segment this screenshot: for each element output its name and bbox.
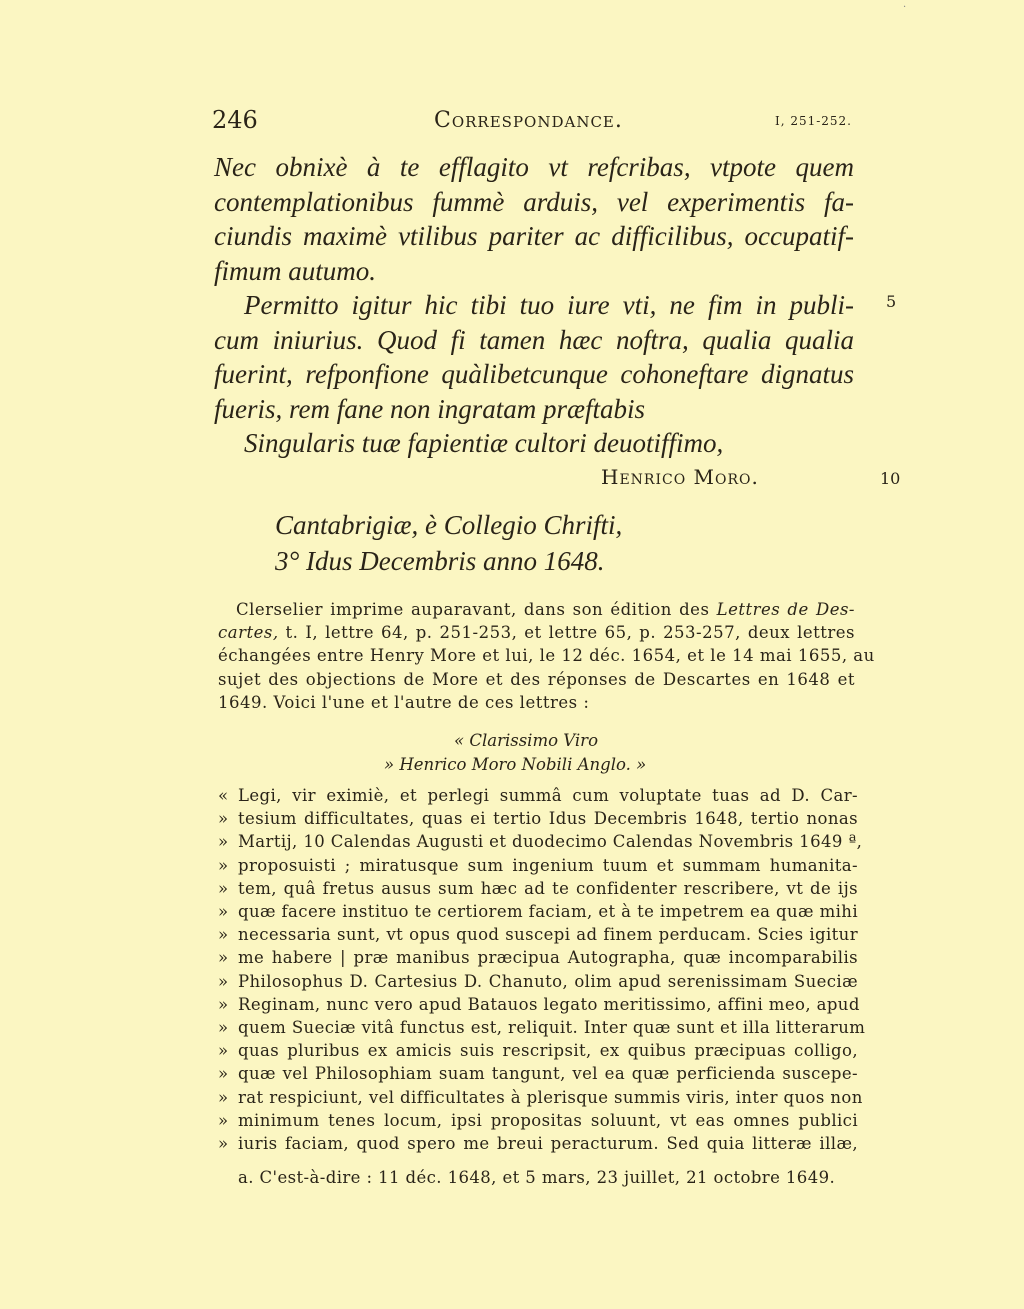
quote-mark: » bbox=[218, 1110, 229, 1130]
quote-mark: » bbox=[218, 832, 229, 852]
quote-line bbox=[218, 993, 858, 1016]
note-text: t. I, lettre 64, p. 251-253, et lettre 65, p. 253-257, deux lettres bbox=[278, 623, 855, 643]
quote-mark: » bbox=[218, 1041, 229, 1061]
editor-note bbox=[218, 598, 875, 714]
latin-paragraph-2 bbox=[214, 288, 854, 426]
quote-text: minimum tenes locum, ipsi propositas soluunt, vt eas omnes publici bbox=[238, 1110, 858, 1130]
quote-line bbox=[218, 854, 858, 877]
quote-text: proposuisti ; miratusque sum ingenium tuum et summam humanita- bbox=[238, 855, 858, 875]
quote-line bbox=[218, 1062, 858, 1085]
quote-mark: » bbox=[218, 1134, 229, 1154]
quote-text: necessaria sunt, vt opus quod suscepi ad finem perducam. Scies igitur bbox=[238, 925, 858, 945]
quote-text: quæ vel Philosophiam suam tangunt, vel ea quæ perficienda suscepe- bbox=[238, 1064, 858, 1084]
quote-line bbox=[218, 877, 858, 900]
quote-mark: » bbox=[218, 855, 229, 875]
book-title: cartes, bbox=[218, 623, 279, 643]
speck: · bbox=[903, 2, 907, 13]
margin-line-number-5: 5 bbox=[886, 292, 897, 311]
quote-line bbox=[218, 1039, 858, 1062]
quote-text: me habere | præ manibus præcipua Autographa, quæ incomparabilis bbox=[238, 948, 858, 968]
quote-text: quas pluribus ex amicis suis rescripsit, ex quibus præcipuas colligo, bbox=[238, 1041, 858, 1061]
text-line: fimum autumo. bbox=[214, 255, 376, 286]
address-line-2: » Henrico Moro Nobili Anglo. » bbox=[384, 755, 647, 774]
footnote: a. C'est-à-dire : 11 déc. 1648, et 5 mars, 23 juillet, 21 octobre 1649. bbox=[238, 1168, 836, 1187]
signature: Henrico Moro. bbox=[601, 465, 759, 489]
quote-mark: » bbox=[218, 902, 229, 922]
quote-mark: » bbox=[218, 971, 229, 991]
latin-paragraph-1 bbox=[214, 150, 854, 288]
quote-line bbox=[218, 946, 858, 969]
note-line: échangées entre Henry More et lui, le 12 déc. 1654, et le 14 mai 1655, au bbox=[218, 646, 875, 666]
latin-paragraph-3 bbox=[214, 426, 854, 461]
quote-text: tem, quâ fretus ausus sum hæc ad te confidenter rescribere, vt de ijs bbox=[238, 878, 858, 898]
quote-mark: » bbox=[218, 878, 229, 898]
quote-text: iuris faciam, quod spero me breui peracturum. Sed quia litteræ illæ, bbox=[238, 1134, 858, 1154]
quote-mark: » bbox=[218, 1087, 229, 1107]
text-line: Nec obnixè à te efflagito vt refcribas, vtpote quem bbox=[214, 152, 854, 182]
note-line bbox=[218, 621, 855, 644]
quote-mark: « bbox=[218, 786, 229, 805]
quote-text: quæ facere instituo te certiorem faciam, et à te impetrem ea quæ mihi bbox=[238, 902, 858, 922]
quote-line bbox=[218, 900, 858, 923]
quote-line bbox=[218, 830, 863, 853]
note-text: Clerselier imprime auparavant, dans son édition des bbox=[236, 600, 717, 619]
quote-line bbox=[218, 1016, 866, 1039]
volume-reference: I, 251-252. bbox=[774, 114, 852, 128]
quote-line bbox=[218, 1086, 863, 1109]
margin-line-number-10: 10 bbox=[880, 469, 901, 488]
quote-text: rat respiciunt, vel difficultates à plerisque summis viris, inter quos non bbox=[238, 1087, 863, 1107]
quote-mark: » bbox=[218, 994, 229, 1014]
quote-mark: » bbox=[218, 809, 229, 829]
date-line: 3° Idus Decembris anno 1648. bbox=[275, 546, 605, 576]
quote-line bbox=[218, 807, 858, 830]
quote-text: Legi, vir eximiè, et perlegi summâ cum voluptate tuas ad D. Car- bbox=[238, 786, 858, 805]
latin-letter-text bbox=[214, 150, 854, 461]
quote-mark: » bbox=[218, 948, 229, 968]
address-line-1: « Clarissimo Viro bbox=[454, 731, 599, 750]
quote-mark: » bbox=[218, 1064, 229, 1084]
quote-mark: » bbox=[218, 925, 229, 945]
text-line: contemplationibus fummè arduis, vel experimentis fa- bbox=[214, 186, 854, 217]
note-line: sujet des objections de More et des réponses de Descartes en 1648 et bbox=[218, 669, 855, 689]
place-line: Cantabrigiæ, è Collegio Chrifti, bbox=[275, 510, 623, 540]
quote-line bbox=[218, 1132, 858, 1155]
quote-mark: » bbox=[218, 1018, 229, 1038]
note-line bbox=[218, 598, 855, 621]
note-line: 1649. Voici l'une et l'autre de ces lettres : bbox=[218, 692, 590, 712]
quoted-letter bbox=[218, 784, 866, 1155]
text-line: cum iniurius. Quod fi tamen hæc noftra, qualia qualia bbox=[214, 324, 854, 355]
text-line: Singularis tuæ fapientiæ cultori deuotiffimo, bbox=[244, 428, 724, 458]
book-title: Lettres de Des- bbox=[716, 600, 855, 619]
quote-text: quem Sueciæ vitâ functus est, reliquit. Inter quæ sunt et illa litterarum bbox=[238, 1018, 866, 1038]
quote-text: Martij, 10 Calendas Augusti et duodecimo Calendas Novembris 1649 ª, bbox=[238, 832, 863, 852]
text-line: Permitto igitur hic tibi tuo iure vti, ne fim in publi- bbox=[244, 290, 854, 320]
quote-text: tesium difficultates, quas ei tertio Idus Decembris 1648, tertio nonas bbox=[238, 809, 858, 829]
place-and-date bbox=[275, 507, 622, 579]
page-number: 246 bbox=[212, 106, 258, 134]
quote-line bbox=[218, 970, 858, 993]
quote-line bbox=[218, 784, 858, 807]
quote-text: Reginam, nunc vero apud Batauos legato meritissimo, affini meo, apud bbox=[238, 994, 860, 1014]
quote-line bbox=[218, 1109, 858, 1132]
page-header bbox=[212, 106, 852, 138]
text-line: ciundis maximè vtilibus pariter ac difficilibus, occupatif- bbox=[214, 221, 854, 251]
text-line: fueris, rem fane non ingratam præftabis bbox=[214, 393, 646, 424]
quote-text: Philosophus D. Cartesius D. Chanuto, olim apud serenissimam Sueciæ bbox=[238, 971, 858, 991]
quote-line bbox=[218, 923, 858, 946]
text-line: fuerint, refponfione quàlibetcunque cohoneftare dignatus bbox=[214, 359, 854, 389]
running-title: Correspondance. bbox=[434, 108, 623, 133]
